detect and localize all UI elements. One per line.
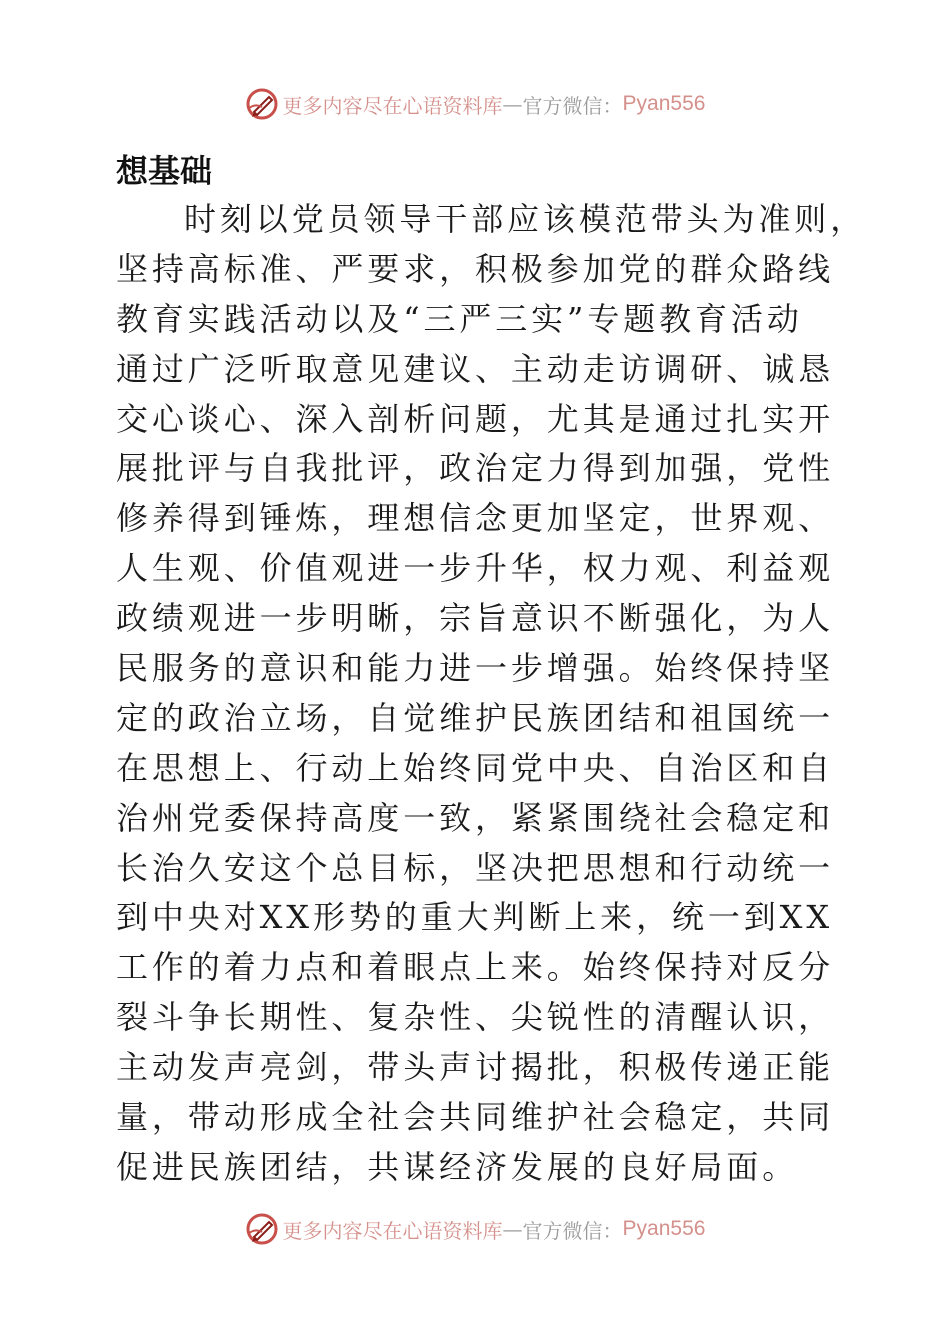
footer-banner bbox=[0, 1209, 950, 1249]
banner-wechat-id: Pyan556 bbox=[622, 92, 706, 115]
pen-logo-icon bbox=[245, 1212, 279, 1246]
header-banner bbox=[0, 84, 950, 124]
paragraph-line: 修养得到锤炼，理想信念更加坚定，世界观、 bbox=[116, 499, 835, 538]
paragraph-line: 工作的着力点和着眼点上来。始终保持对反分 bbox=[116, 948, 835, 987]
paragraph-line: 长治久安这个总目标，坚决把思想和行动统一 bbox=[116, 848, 835, 887]
banner-separator: — bbox=[502, 92, 523, 116]
banner-site-text: 更多内容尽在心语资料库 bbox=[282, 1218, 503, 1243]
paragraph-line: 展批评与自我批评，政治定力得到加强，党性 bbox=[116, 449, 835, 488]
paragraph-line: 主动发声亮剑，带头声讨揭批，积极传递正能 bbox=[116, 1048, 835, 1087]
paragraph-line: 民服务的意识和能力进一步增强。始终保持坚 bbox=[116, 649, 835, 688]
paragraph-line: 促进民族团结，共谋经济发展的良好局面。 bbox=[116, 1147, 799, 1186]
pen-logo-icon bbox=[245, 87, 279, 121]
paragraph-line: 在思想上、行动上始终同党中央、自治区和自 bbox=[116, 748, 835, 787]
paragraph-line: 裂斗争长期性、复杂性、尖锐性的清醒认识， bbox=[116, 998, 835, 1037]
banner-wechat-id: Pyan556 bbox=[622, 1217, 706, 1240]
paragraph-line: 教育实践活动以及“三严三实”专题教育活动 bbox=[116, 299, 803, 338]
paragraph-line: 时刻以党员领导干部应该模范带头为准则， bbox=[184, 200, 867, 238]
paragraph-line: 通过广泛听取意见建议、主动走访调研、诚恳 bbox=[116, 349, 835, 388]
paragraph-line: 人生观、价值观进一步升华，权力观、利益观 bbox=[116, 549, 835, 588]
banner-site-text: 更多内容尽在心语资料库 bbox=[282, 93, 503, 118]
banner-wechat-label: 官方微信： bbox=[522, 1218, 623, 1243]
paragraph-line: 政绩观进一步明晰，宗旨意识不断强化，为人 bbox=[116, 599, 835, 638]
banner-separator: — bbox=[502, 1217, 523, 1241]
paragraph-line: 到中央对XX形势的重大判断上来，统一到XX bbox=[116, 898, 834, 937]
paragraph-line: 治州党委保持高度一致，紧紧围绕社会稳定和 bbox=[116, 798, 835, 837]
paragraph-line: 坚持高标准、严要求，积极参加党的群众路线 bbox=[116, 249, 835, 288]
body-paragraph bbox=[116, 195, 867, 1193]
banner-wechat-label: 官方微信： bbox=[522, 93, 623, 118]
section-heading: 想基础 bbox=[116, 152, 213, 190]
paragraph-line: 量，带动形成全社会共同维护社会稳定，共同 bbox=[116, 1098, 835, 1137]
paragraph-line: 交心谈心、深入剖析问题，尤其是通过扎实开 bbox=[116, 399, 835, 438]
paragraph-line: 定的政治立场，自觉维护民族团结和祖国统一 bbox=[116, 698, 835, 737]
